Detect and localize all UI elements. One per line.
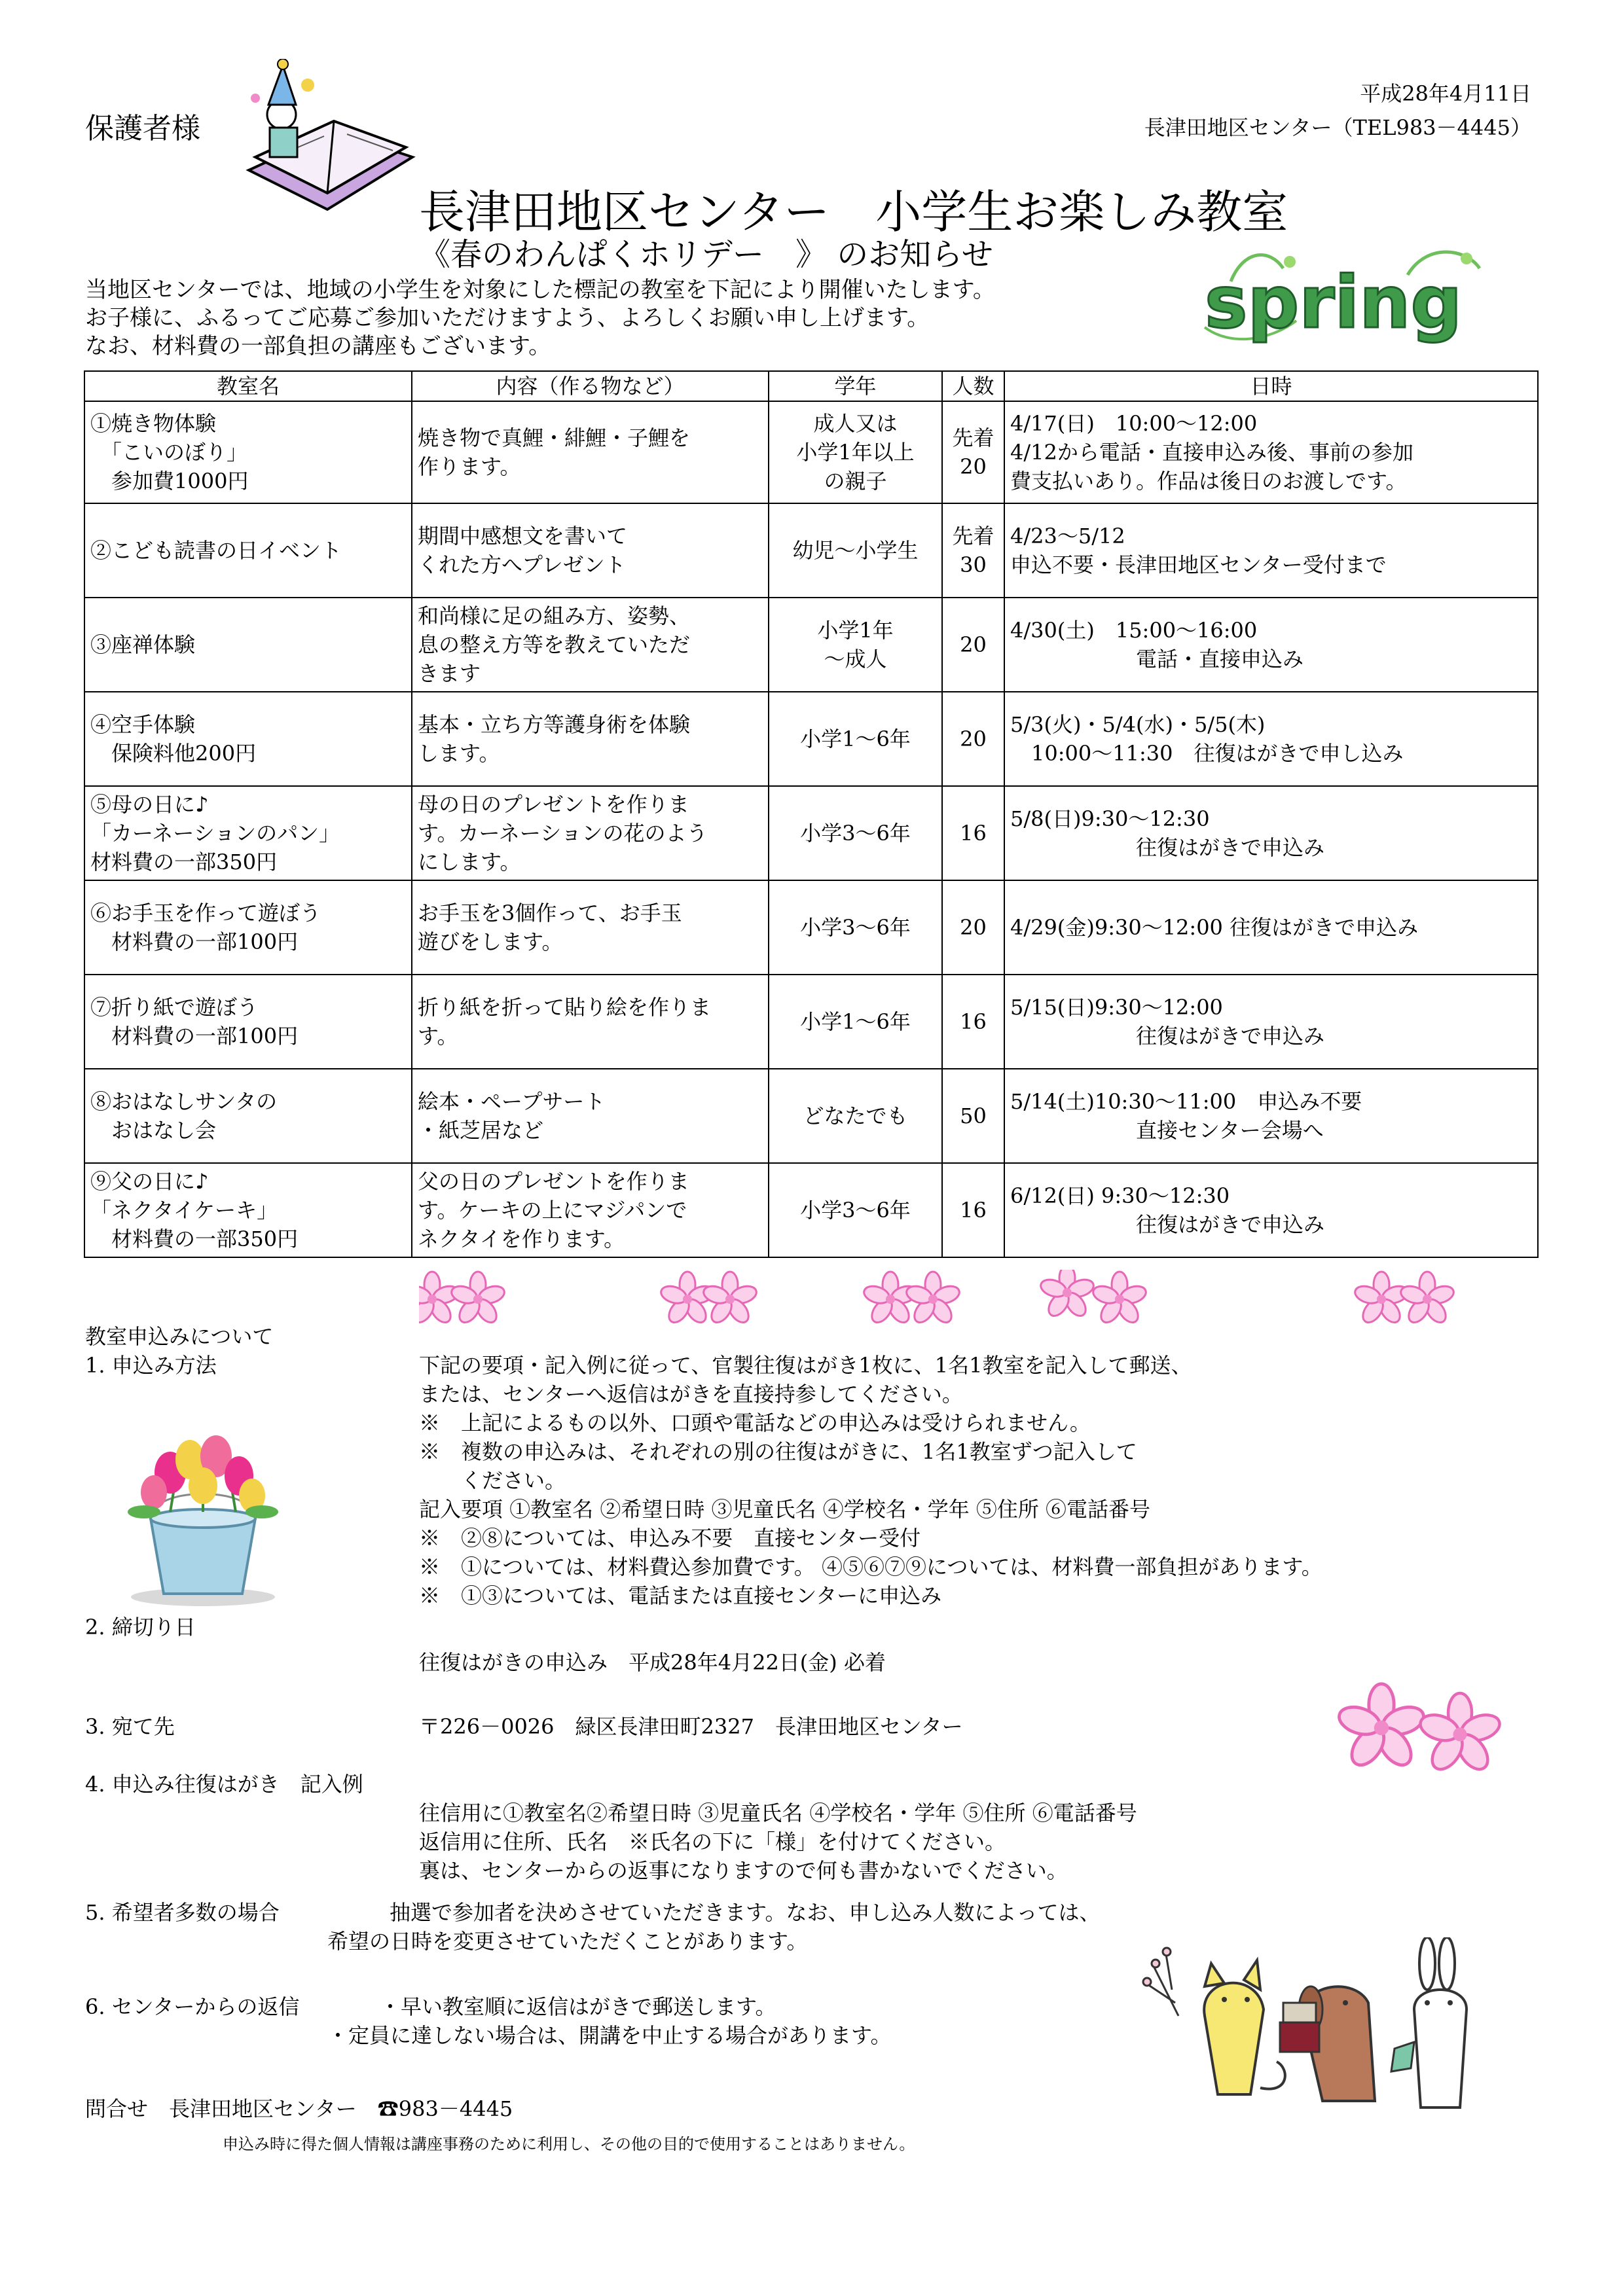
section-1-line: 下記の要項・記入例に従って、官製往復はがき1枚に、1名1教室を記入して郵送、 — [419, 1353, 1192, 1378]
content-cell: 期間中感想文を書いて くれた方へプレゼント — [412, 503, 769, 598]
section-1-line: 記入要項 ①教室名 ②希望日時 ③児童氏名 ④学校名・学年 ⑤住所 ⑥電話番号 — [419, 1497, 1151, 1522]
content-cell: 焼き物で真鯉・緋鯉・子鯉を 作ります。 — [412, 401, 769, 503]
table-row — [84, 503, 1538, 598]
section-1-line: ※ 上記によるもの以外、口頭や電話などの申込みは受けられません。 — [419, 1410, 1091, 1435]
column-header: 人数 — [942, 371, 1004, 401]
count-cell: 16 — [942, 975, 1004, 1069]
datetime-cell: 4/23～5/12 申込不要・長津田地区センター受付まで — [1004, 503, 1538, 598]
tulip-icon — [141, 1435, 265, 1513]
content-cell: 母の日のプレゼントを作りま す。カーネーションの花のよう にします。 — [412, 786, 769, 880]
grade-cell: 小学3～6年 — [769, 786, 942, 880]
section-5-line: 希望の日時を変更させていただくことがあります。 — [327, 1929, 808, 1954]
deadline-text: 往復はがきの申込み 平成28年4月22日(金) 必着 — [419, 1650, 886, 1675]
contact-phone: 983－4445 — [398, 2096, 513, 2121]
tulip-bucket-illustration — [105, 1420, 301, 1610]
table-row — [84, 975, 1538, 1069]
datetime-cell: 4/30(土) 15:00～16:00 電話・直接申込み — [1004, 598, 1538, 692]
class-name-cell: ⑥お手玉を作って遊ぼう 材料費の一部100円 — [84, 880, 412, 975]
section-3-label: 3. 宛て先 — [85, 1714, 175, 1739]
class-name-cell: ②こども読書の日イベント — [84, 503, 412, 598]
cat-icon — [1204, 1960, 1285, 2094]
phone-icon: ☎ — [377, 2096, 399, 2121]
contact-line — [85, 2094, 513, 2123]
section-5-line: 抽選で参加者を決めさせていただきます。なお、申し込み人数によっては、 — [390, 1900, 1101, 1925]
section-6-line: ・定員に達しない場合は、開講を中止する場合があります。 — [327, 2023, 892, 2048]
apply-heading: 教室申込みについて — [85, 1324, 274, 1349]
table-row — [84, 692, 1538, 786]
section-1-line: ※ 複数の申込みは、それぞれの別の往復はがきに、1名1教室ずつ記入して — [419, 1439, 1137, 1464]
spring-logo — [1192, 242, 1506, 353]
class-name-cell: ①焼き物体験 「こいのぼり」 参加費1000円 — [84, 401, 412, 503]
count-cell: 50 — [942, 1069, 1004, 1163]
content-cell: 和尚様に足の組み方、姿勢、 息の整え方等を教えていただ きます — [412, 598, 769, 692]
section-4-label: 4. 申込み往復はがき 記入例 — [85, 1772, 363, 1797]
intro-line: お子様に、ふるってご応募ご参加いただけますよう、よろしくお願い申し上げます。 — [85, 305, 930, 331]
count-cell: 20 — [942, 692, 1004, 786]
class-name-cell: ⑧おはなしサンタの おはなし会 — [84, 1069, 412, 1163]
grade-cell: どなたでも — [769, 1069, 942, 1163]
intro-line: なお、材料費の一部負担の講座もございます。 — [85, 333, 551, 359]
table-row — [84, 1163, 1538, 1257]
column-header: 日時 — [1004, 371, 1538, 401]
grade-cell: 小学1～6年 — [769, 692, 942, 786]
addressee: 保護者様 — [85, 112, 200, 145]
column-header: 教室名 — [84, 371, 412, 401]
column-header: 内容（作る物など） — [412, 371, 769, 401]
section-4-line: 返信用に住所、氏名 ※氏名の下に「様」を付けてください。 — [419, 1829, 1006, 1854]
class-name-cell: ⑤母の日に♪ 「カーネーションのパン」 材料費の一部350円 — [84, 786, 412, 880]
intro-paragraph — [85, 276, 1198, 361]
table-header-row — [84, 371, 1538, 401]
contact-label: 問合せ 長津田地区センター — [85, 2096, 357, 2121]
section-1-body — [419, 1351, 1322, 1610]
flower-pair-decoration — [1336, 1682, 1506, 1780]
dog-icon — [1280, 1986, 1375, 2101]
section-4-line: 往信用に①教室名②希望日時 ③児童氏名 ④学校名・学年 ⑤住所 ⑥電話番号 — [419, 1801, 1137, 1825]
grade-cell: 小学3～6年 — [769, 1163, 942, 1257]
section-5-label: 5. 希望者多数の場合 — [85, 1900, 280, 1925]
section-1-line: ※ ①③については、電話または直接センターに申込み — [419, 1583, 942, 1608]
content-cell: 基本・立ち方等護身術を体験 します。 — [412, 692, 769, 786]
grade-cell: 小学1年 ～成人 — [769, 598, 942, 692]
section-4-line: 裏は、センターからの返事になりますので何も書かないでください。 — [419, 1858, 1068, 1883]
page-subtitle: 《春のわんぱくホリデー 》 のお知らせ — [419, 236, 993, 273]
table-row — [84, 598, 1538, 692]
count-cell: 先着 20 — [942, 401, 1004, 503]
section-1-line: ※ ①については、材料費込参加費です。 ④⑤⑥⑦⑨については、材料費一部負担があります。 — [419, 1554, 1322, 1579]
datetime-cell: 4/29(金)9:30～12:00 往復はがきで申込み — [1004, 880, 1538, 975]
column-header: 学年 — [769, 371, 942, 401]
class-name-cell: ③座禅体験 — [84, 598, 412, 692]
datetime-cell: 5/15(日)9:30～12:00 往復はがきで申込み — [1004, 975, 1538, 1069]
section-1-line: または、センターへ返信はがきを直接持参してください。 — [419, 1382, 963, 1407]
class-name-cell: ⑦折り紙で遊ぼう 材料費の一部100円 — [84, 975, 412, 1069]
class-name-cell: ④空手体験 保険料他200円 — [84, 692, 412, 786]
grade-cell: 小学1～6年 — [769, 975, 942, 1069]
datetime-cell: 5/14(土)10:30～11:00 申込み不要 直接センター会場へ — [1004, 1069, 1538, 1163]
section-6-label: 6. センターからの返信 — [85, 1994, 300, 2019]
datetime-cell: 5/8(日)9:30～12:30 往復はがきで申込み — [1004, 786, 1538, 880]
content-cell: お手玉を3個作って、お手玉 遊びをします。 — [412, 880, 769, 975]
content-cell: 父の日のプレゼントを作りま す。ケーキの上にマジパンで ネクタイを作ります。 — [412, 1163, 769, 1257]
datetime-cell: 4/17(日) 10:00～12:00 4/12から電話・直接申込み後、事前の参加 費支払いあり。作品は後日のお渡しです。 — [1004, 401, 1538, 503]
class-schedule-table — [84, 370, 1539, 1258]
spring-logo-text: spring — [1205, 260, 1463, 344]
table-row — [84, 401, 1538, 503]
issue-date: 平成28年4月11日 — [1360, 81, 1531, 106]
flower-icon — [862, 1272, 961, 1326]
grade-cell: 成人又は 小学1年以上 の親子 — [769, 401, 942, 503]
flower-icon — [1336, 1684, 1427, 1771]
privacy-notice: 申込み時に得た個人情報は講座事務のために利用し、その他の目的で使用することはありません。 — [223, 2135, 915, 2153]
table-row — [84, 786, 1538, 880]
class-name-cell: ⑨父の日に♪ 「ネクタイケーキ」 材料費の一部350円 — [84, 1163, 412, 1257]
sender: 長津田地区センター（TEL983－4445） — [1144, 115, 1531, 140]
count-cell: 16 — [942, 1163, 1004, 1257]
section-1-line: ください。 — [419, 1468, 566, 1493]
section-6-line: ・早い教室順に返信はがきで郵送します。 — [380, 1994, 776, 2019]
table-row — [84, 1069, 1538, 1163]
count-cell: 先着 30 — [942, 503, 1004, 598]
flower-icon — [1417, 1693, 1503, 1775]
clown-book-illustration — [236, 59, 419, 223]
section-4-body — [419, 1799, 1137, 1885]
section-1-line: ※ ②⑧については、申込み不要 直接センター受付 — [419, 1526, 921, 1551]
count-cell: 20 — [942, 598, 1004, 692]
section-1-label: 1. 申込み方法 — [85, 1353, 217, 1378]
flower-row-decoration — [419, 1270, 1499, 1329]
flower-icon — [1038, 1270, 1148, 1326]
flower-icon — [659, 1272, 758, 1326]
flower-icon — [1353, 1272, 1455, 1326]
intro-line: 当地区センターでは、地域の小学生を対象にした標記の教室を下記により開催いたします。 — [85, 277, 995, 303]
address-text: 〒226－0026 緑区長津田町2327 長津田地区センター — [419, 1714, 963, 1739]
section-2-label: 2. 締切り日 — [85, 1615, 196, 1640]
content-cell: 折り紙を折って貼り絵を作りま す。 — [412, 975, 769, 1069]
flower-icon — [419, 1272, 507, 1326]
datetime-cell: 6/12(日) 9:30～12:30 往復はがきで申込み — [1004, 1163, 1538, 1257]
rabbit-icon — [1391, 1937, 1467, 2108]
animals-illustration — [1139, 1937, 1493, 2134]
content-cell: 絵本・ペープサート ・紙芝居など — [412, 1069, 769, 1163]
count-cell: 16 — [942, 786, 1004, 880]
datetime-cell: 5/3(火)・5/4(水)・5/5(木) 10:00～11:30 往復はがきで申し込み — [1004, 692, 1538, 786]
table-row — [84, 880, 1538, 975]
page-title: 長津田地区センター 小学生お楽しみ教室 — [419, 185, 1288, 239]
grade-cell: 幼児～小学生 — [769, 503, 942, 598]
grade-cell: 小学3～6年 — [769, 880, 942, 975]
count-cell: 20 — [942, 880, 1004, 975]
